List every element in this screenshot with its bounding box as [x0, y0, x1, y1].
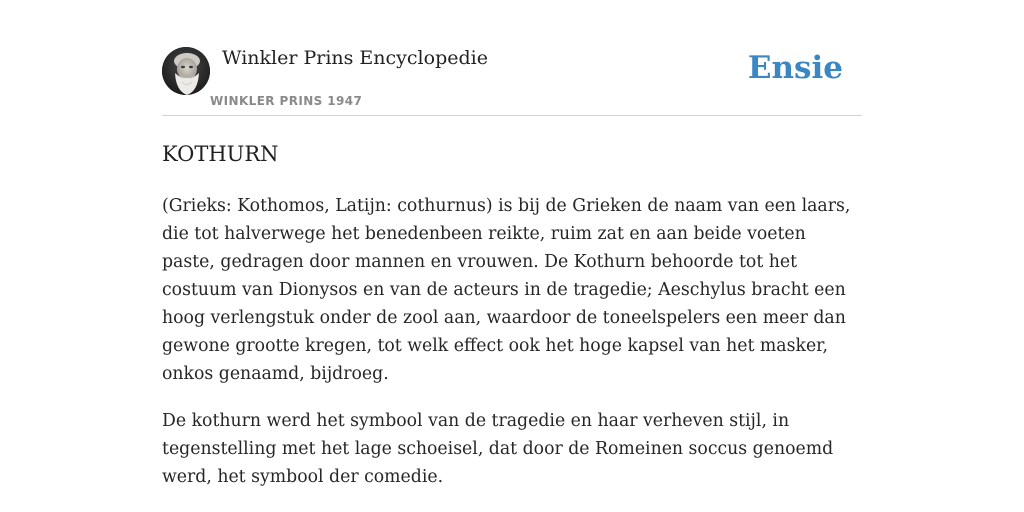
- page: [162, 0, 862, 512]
- source-header: [162, 46, 862, 116]
- article-title: KOTHURN: [162, 142, 279, 166]
- author-avatar[interactable]: [162, 47, 210, 95]
- brand-logo-link[interactable]: Ensie: [747, 50, 843, 86]
- bearded-man-portrait-icon: [162, 47, 210, 95]
- article-paragraph: (Grieks: Kothomos, Latijn: cothurnus) is bij de Grieken de naam van een laars, die tot halverwege het benedenbeen reikte, ruim zat en aan beide voeten paste, gedragen door mannen en vrouwen. De Kothurn behoorde tot het costuum van Dionysos en van de acteurs in de tragedie; Aeschylus bracht een hoog verlengstuk onder de zool aan, waardoor de toneelspelers een meer dan gewone grootte kregen, tot welk effect ook het hoge kapsel van het masker, onkos genaamd, bijdroeg.: [162, 196, 851, 384]
- article-paragraph: De kothurn werd het symbool van de tragedie en haar verheven stijl, in tegenstelling met het lage schoeisel, dat door de Romeinen soccus genoemd werd, het symbool der comedie.: [162, 411, 834, 487]
- source-subtitle: WINKLER PRINS 1947: [210, 94, 363, 108]
- source-title[interactable]: Winkler Prins Encyclopedie: [222, 47, 488, 69]
